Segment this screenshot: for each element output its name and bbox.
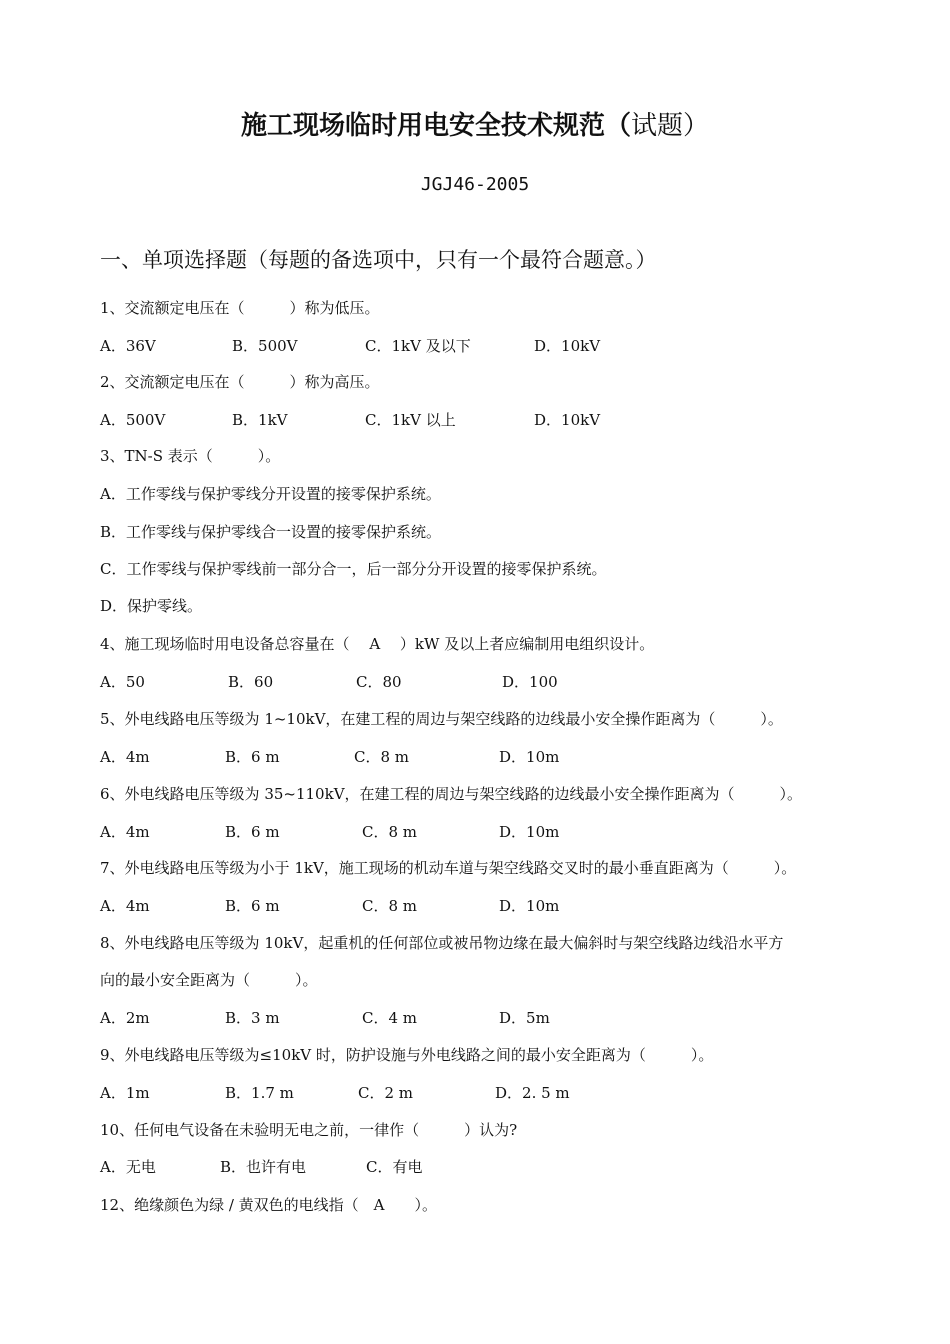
option: A．2m <box>100 1009 150 1027</box>
option: C．2 m <box>358 1084 414 1102</box>
option: D．10m <box>499 823 560 841</box>
option-line: A．工作零线与保护零线分开设置的接零保护系统。 <box>100 485 441 503</box>
document-title <box>0 108 950 144</box>
option: A．50 <box>100 673 145 691</box>
option: C．8 m <box>354 748 410 766</box>
question-stem: 9、外电线路电压等级为≤10kV 时，防护设施与外电线路之间的最小安全距离为（ ）。 <box>100 1046 714 1064</box>
question-stem: 2、交流额定电压在（ ）称为高压。 <box>100 373 380 391</box>
option: C．80 <box>356 673 402 691</box>
option: B．也许有电 <box>220 1158 307 1176</box>
question-stem: 8、外电线路电压等级为 10kV，起重机的任何部位或被吊物边缘在最大偏斜时与架空线路边线沿水平方 <box>100 934 784 952</box>
question-stem: 1、交流额定电压在（ ）称为低压。 <box>100 299 380 317</box>
option: B．1.7 m <box>225 1084 294 1102</box>
option: A．4m <box>100 748 150 766</box>
option: B．6 m <box>225 897 280 915</box>
option: C．8 m <box>362 823 418 841</box>
question-stem: 6、外电线路电压等级为 35~110kV，在建工程的周边与架空线路的边线最小安全操作距离为（ ）。 <box>100 785 803 803</box>
option: D．2. 5 m <box>495 1084 570 1102</box>
option: D．5m <box>499 1009 550 1027</box>
option: C．有电 <box>366 1158 423 1176</box>
question-stem: 3、TN-S 表示（ ）。 <box>100 447 281 465</box>
option: C．4 m <box>362 1009 418 1027</box>
option: B．6 m <box>225 823 280 841</box>
option: C．1kV 及以下 <box>365 337 471 355</box>
question-stem: 12、绝缘颜色为绿 / 黄双色的电线指（ A ）。 <box>100 1196 438 1214</box>
option: C．1kV 以上 <box>365 411 456 429</box>
option: D．100 <box>502 673 558 691</box>
section-heading: 一、单项选择题（每题的备选项中，只有一个最符合题意。） <box>100 248 657 272</box>
option: A．4m <box>100 823 150 841</box>
option: D．10m <box>499 748 560 766</box>
question-stem: 7、外电线路电压等级为小于 1kV，施工现场的机动车道与架空线路交叉时的最小垂直距离为（ ）。 <box>100 859 797 877</box>
question-stem-continued: 向的最小安全距离为（ ）。 <box>100 971 318 989</box>
option: B．3 m <box>225 1009 280 1027</box>
option-line: C．工作零线与保护零线前一部分合一，后一部分分开设置的接零保护系统。 <box>100 560 607 578</box>
option: D．10kV <box>534 337 601 355</box>
option: B．60 <box>228 673 274 691</box>
option: B．500V <box>232 337 298 355</box>
title-main: 施工现场临时用电安全技术规范（ <box>240 111 631 141</box>
option: A．500V <box>100 411 166 429</box>
question-stem: 10、任何电气设备在未验明无电之前，一律作（ ）认为? <box>100 1121 518 1139</box>
option: A．1m <box>100 1084 150 1102</box>
option: A．36V <box>100 337 156 355</box>
option: B．6 m <box>225 748 280 766</box>
option-line: B．工作零线与保护零线合一设置的接零保护系统。 <box>100 523 442 541</box>
option: D．10kV <box>534 411 601 429</box>
standard-code: JGJ46-2005 <box>420 174 530 195</box>
option: A．4m <box>100 897 150 915</box>
title-suffix: 试题） <box>631 111 710 141</box>
option-line: D．保护零线。 <box>100 597 203 615</box>
option: C．8 m <box>362 897 418 915</box>
question-stem: 5、外电线路电压等级为 1~10kV，在建工程的周边与架空线路的边线最小安全操作距离为（ ）。 <box>100 710 783 728</box>
question-stem: 4、施工现场临时用电设备总容量在（ A ）kW 及以上者应编制用电组织设计。 <box>100 635 655 653</box>
option: A．无电 <box>100 1158 156 1176</box>
option: B．1kV <box>232 411 288 429</box>
option: D．10m <box>499 897 560 915</box>
